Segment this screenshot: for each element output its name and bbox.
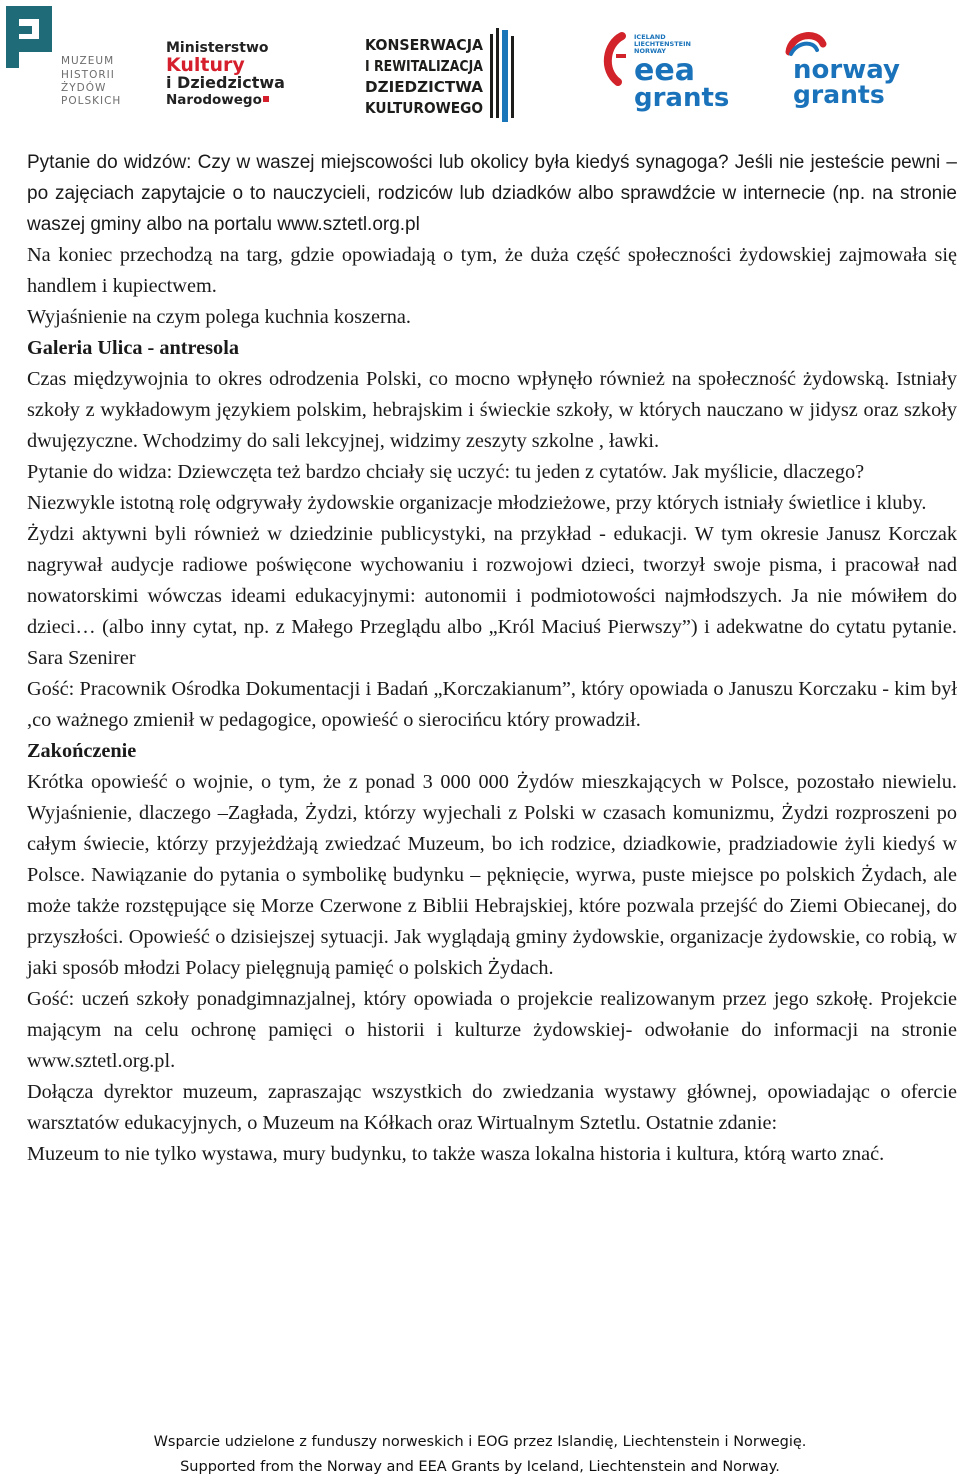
section-heading-zakonczenie: Zakończenie bbox=[27, 740, 137, 762]
paragraph-closing: Muzeum to nie tylko wystawa, mury budynku, to także wasza lokalna historia i kultura, którą warto znać. bbox=[27, 1143, 885, 1165]
kird-line-4: KULTUROWEGO bbox=[365, 99, 483, 117]
polin-line-3: ŻYDÓW bbox=[61, 82, 107, 94]
paragraph-question-girls: Pytanie do widza: Dziewczęta też bardzo chciały się uczyć: tu jeden z cytatów. Jak myślicie, dlaczego? bbox=[27, 461, 865, 483]
paragraph-kosher: Wyjaśnienie na czym polega kuchnia koszerna. bbox=[27, 306, 411, 328]
norway-swoosh-icon bbox=[789, 36, 823, 54]
norway-grants-logo bbox=[783, 30, 899, 110]
mkidn-line-2: Kultury bbox=[166, 54, 245, 76]
eea-word: eea bbox=[634, 53, 695, 88]
polin-museum-logo bbox=[6, 6, 121, 108]
kird-stripes-icon bbox=[490, 28, 514, 122]
eea-grants-logo bbox=[604, 30, 730, 113]
ministry-culture-logo bbox=[166, 38, 288, 108]
mkidn-dot-icon bbox=[263, 96, 269, 102]
paragraph-guest-student: Gość: uczeń szkoły ponadgimnazjalnej, który opowiada o projekcie realizowanym przez jego szkołę. Projekcie mającym na celu ochronę pamięci o historii i kulturze żydowskiej- odwołanie do informacji na stronie www.sztetl.org.pl. bbox=[27, 988, 957, 1072]
heritage-conservation-logo bbox=[365, 28, 521, 122]
footer-line-english: Supported from the Norway and EEA Grants by Iceland, Liechtenstein and Norway. bbox=[180, 1459, 780, 1475]
eea-country-3: NORWAY bbox=[634, 47, 666, 55]
norway-grants-word: grants bbox=[793, 80, 885, 109]
paragraph-korczak: Żydzi aktywni byli również w dziedzinie publicystyki, na przykład - edukacji. W tym okresie Janusz Korczak nagrywał audycje radiowe poświęcone wychowaniu i rozwojowi dzieci, tworzył swoje pisma, i pracował nad nowatorskimi wówczas ideami edukacyjnymi: autonomii i podmiotowości najmłodszych. Ja nie mówiłem do dzieci… (albo inny cytat, np. z Małego Przeglądu albo „Król Maciuś Pierwszy”) i adekwatne do cytatu pytanie. Sara Szenirer bbox=[27, 523, 957, 669]
paragraph-guest-korczakianum: Gość: Pracownik Ośrodka Dokumentacji i Badań „Korczakianum”, który opowiada o Januszu Korczaku - kim był ,co ważnego zmienił w pedagogice, opowieść o sierocińcu który prowadził. bbox=[27, 678, 957, 731]
logo-bar bbox=[0, 0, 960, 125]
funding-footer bbox=[0, 1430, 960, 1480]
polin-line-4: POLSKICH bbox=[61, 95, 122, 107]
polin-mark-icon bbox=[6, 6, 52, 68]
mkidn-line-4: Narodowego bbox=[166, 92, 262, 108]
eea-swoosh-icon bbox=[608, 36, 626, 82]
paragraph-market: Na koniec przechodzą na targ, gdzie opowiadają o tym, że duża część społeczności żydowskiej zajmowała się handlem i kupiectwem. bbox=[27, 244, 957, 297]
eea-country-1: ICELAND bbox=[634, 33, 666, 41]
mkidn-line-1: Ministerstwo bbox=[166, 40, 269, 56]
norway-word: norway bbox=[793, 55, 900, 85]
kird-line-2: I REWITALIZACJA bbox=[365, 57, 484, 75]
kird-line-1: KONSERWACJA bbox=[365, 36, 484, 54]
kird-line-3: DZIEDZICTWA bbox=[365, 78, 484, 96]
paragraph-question-synagogue: Pytanie do widzów: Czy w waszej miejscowości lub okolicy była kiedyś synagoga? Jeśli nie jesteście pewni – po zajęciach zapytajcie o to nauczycieli, rodziców lub dziadków albo sprawdźcie w internecie (np. na stronie waszej gminy albo na portalu www.sztetl.org.pl bbox=[27, 152, 957, 235]
document-body bbox=[27, 147, 957, 1170]
eea-country-2: LIECHTENSTEIN bbox=[634, 40, 691, 48]
polin-line-2: HISTORII bbox=[61, 69, 115, 81]
mkidn-line-3: i Dziedzictwa bbox=[166, 73, 285, 92]
eea-grants-word: grants bbox=[634, 83, 730, 113]
polin-line-1: MUZEUM bbox=[61, 55, 115, 67]
paragraph-war-story: Krótka opowieść o wojnie, o tym, że z ponad 3 000 000 Żydów mieszkających w Polsce, pozostało niewielu. Wyjaśnienie, dlaczego –Zagłada, Żydzi, którzy wyjechali z Polski w czasach komunizmu, Żydzi rozproszeni po całym świecie, którzy przyjeżdżają zwiedzać Muzeum, bo ich rodzice, dziadkowie, pradziadowie żyli kiedyś w Polsce. Nawiązanie do pytania o symbolikę budynku – pęknięcie, wyrwa, puste miejsce po polskich Żydach, ale może także rozstępujące się Morze Czerwone z Biblii Hebrajskiej, które pozwala przejść do Ziemi Obiecanej, do przyszłości. Opowieść o dzisiejszej sytuacji. Jak wyglądają gminy żydowskie, organizacje żydowskie, co robią, w jaki sposób młodzi Polacy pielęgnują pamięć o polskich Żydach. bbox=[27, 771, 957, 979]
paragraph-youth-organizations: Niezwykle istotną rolę odgrywały żydowskie organizacje młodzieżowe, przy których istniały świetlice i kluby. bbox=[27, 492, 927, 514]
paragraph-interwar: Czas międzywojnia to okres odrodzenia Polski, co mocno wpłynęło również na społeczność żydowską. Istniały szkoły z wykładowym językiem polskim, hebrajskim i świeckie szkoły, w których nauczano w jidysz oraz szkoły dwujęzyczne. Wchodzimy do sali lekcyjnej, widzimy zeszyty szkolne , ławki. bbox=[27, 368, 957, 452]
paragraph-director: Dołącza dyrektor muzeum, zapraszając wszystkich do zwiedzania wystawy głównej, opowiadając o ofercie warsztatów edukacyjnych, o Muzeum na Kółkach oraz Wirtualnym Sztetlu. Ostatnie zdanie: bbox=[27, 1081, 957, 1134]
section-heading-galeria: Galeria Ulica - antresola bbox=[27, 337, 239, 359]
footer-line-polish: Wsparcie udzielone z funduszy norweskich i EOG przez Islandię, Liechtenstein i Norwegię. bbox=[153, 1434, 807, 1450]
